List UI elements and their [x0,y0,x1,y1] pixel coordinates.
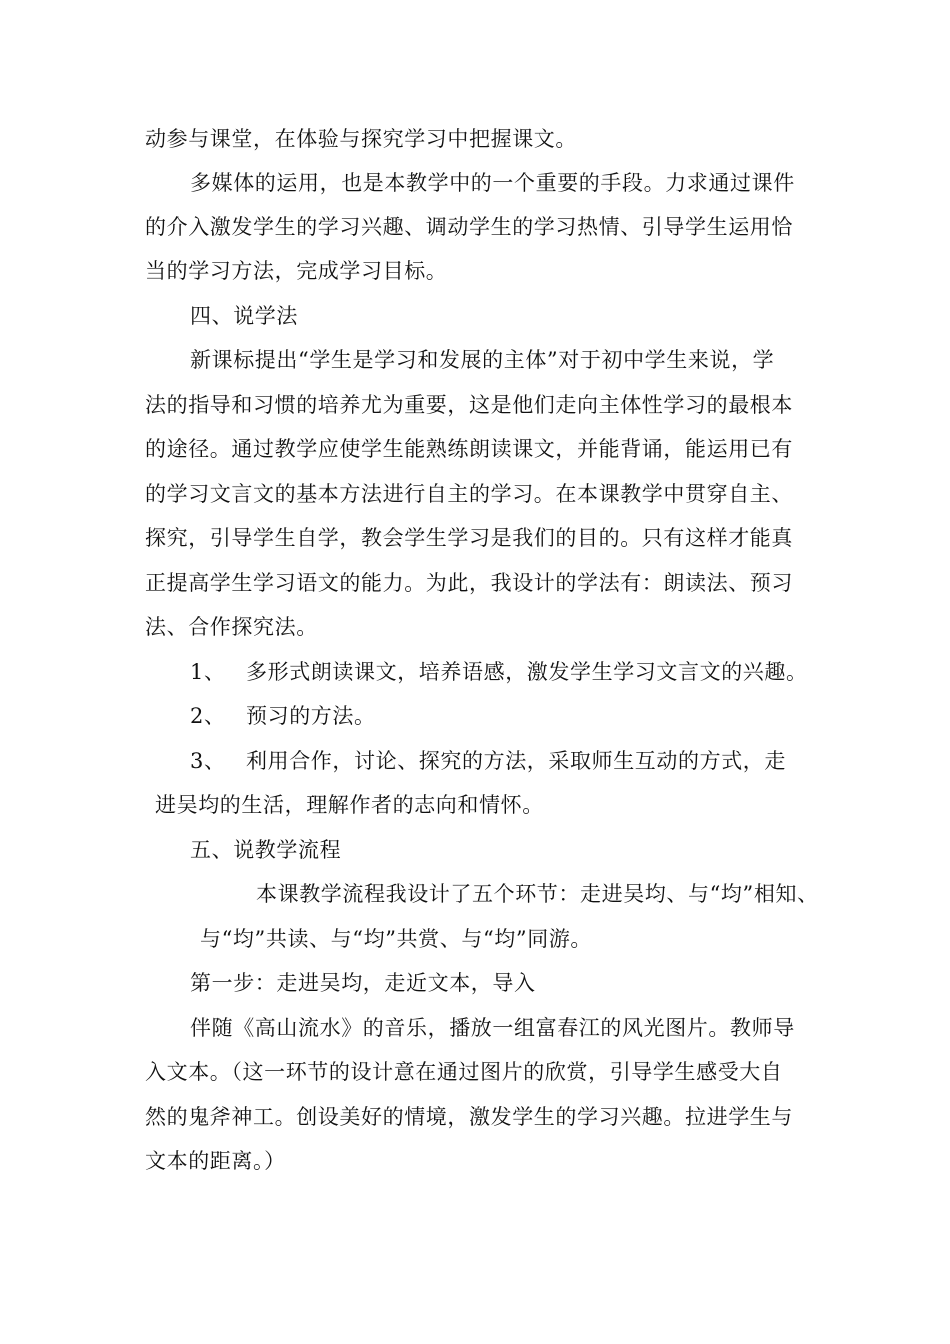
paragraph-line: 本课教学流程我设计了五个环节：走进吴均、与“均”相知、 [256,882,819,906]
section-heading: 五、说教学流程 [190,838,342,862]
list-item [190,657,808,687]
list-item-text: 利用合作，讨论、探究的方法，采取师生互动的方式，走 [246,749,786,773]
paragraph-line: 动参与课堂，在体验与探究学习中把握课文。 [145,127,577,151]
paragraph-line: 的途径。通过教学应使学生能熟练朗读课文，并能背诵，能运用已有 [145,437,793,461]
paragraph-line: 然的鬼斧神工。创设美好的情境，激发学生的学习兴趣。拉进学生与 [145,1105,793,1129]
paragraph-line: 与“均”共读、与“均”共赏、与“均”同游。 [200,927,593,951]
paragraph-line: 法、合作探究法。 [145,615,318,639]
paragraph-line: 当的学习方法，完成学习目标。 [145,259,448,283]
list-item-number: 2、 [190,704,226,728]
paragraph-line: 多媒体的运用，也是本教学中的一个重要的手段。力求通过课件 [190,171,795,195]
paragraph-line: 的介入激发学生的学习兴趣、调动学生的学习热情、引导学生运用恰 [145,215,793,239]
list-item-text: 多形式朗读课文，培养语感，激发学生学习文言文的兴趣。 [246,660,808,684]
paragraph-line: 的学习文言文的基本方法进行自主的学习。在本课教学中贯穿自主、 [145,482,793,506]
list-item-continuation: 进吴均的生活，理解作者的志向和情怀。 [155,793,544,817]
list-item-text: 预习的方法。 [246,704,376,728]
list-item [190,746,786,776]
paragraph-line: 文本的距离。） [145,1149,286,1173]
list-item-number: 1、 [190,660,226,684]
paragraph-line: 新课标提出“学生是学习和发展的主体”对于初中学生来说，学 [190,348,775,372]
paragraph-line: 入文本。（这一环节的设计意在通过图片的欣赏，引导学生感受大自 [145,1060,783,1084]
list-item [190,701,376,731]
paragraph-line: 正提高学生学习语文的能力。为此，我设计的学法有：朗读法、预习 [145,571,793,595]
list-item-number: 3、 [190,749,226,773]
step-heading: 第一步：走进吴均，走近文本，导入 [190,971,536,995]
paragraph-line: 探究，引导学生自学，教会学生学习是我们的目的。只有这样才能真 [145,526,793,550]
section-heading: 四、说学法 [190,304,298,328]
paragraph-line: 伴随《高山流水》的音乐，播放一组富春江的风光图片。教师导 [190,1016,795,1040]
paragraph-line: 法的指导和习惯的培养尤为重要，这是他们走向主体性学习的最根本 [145,393,793,417]
